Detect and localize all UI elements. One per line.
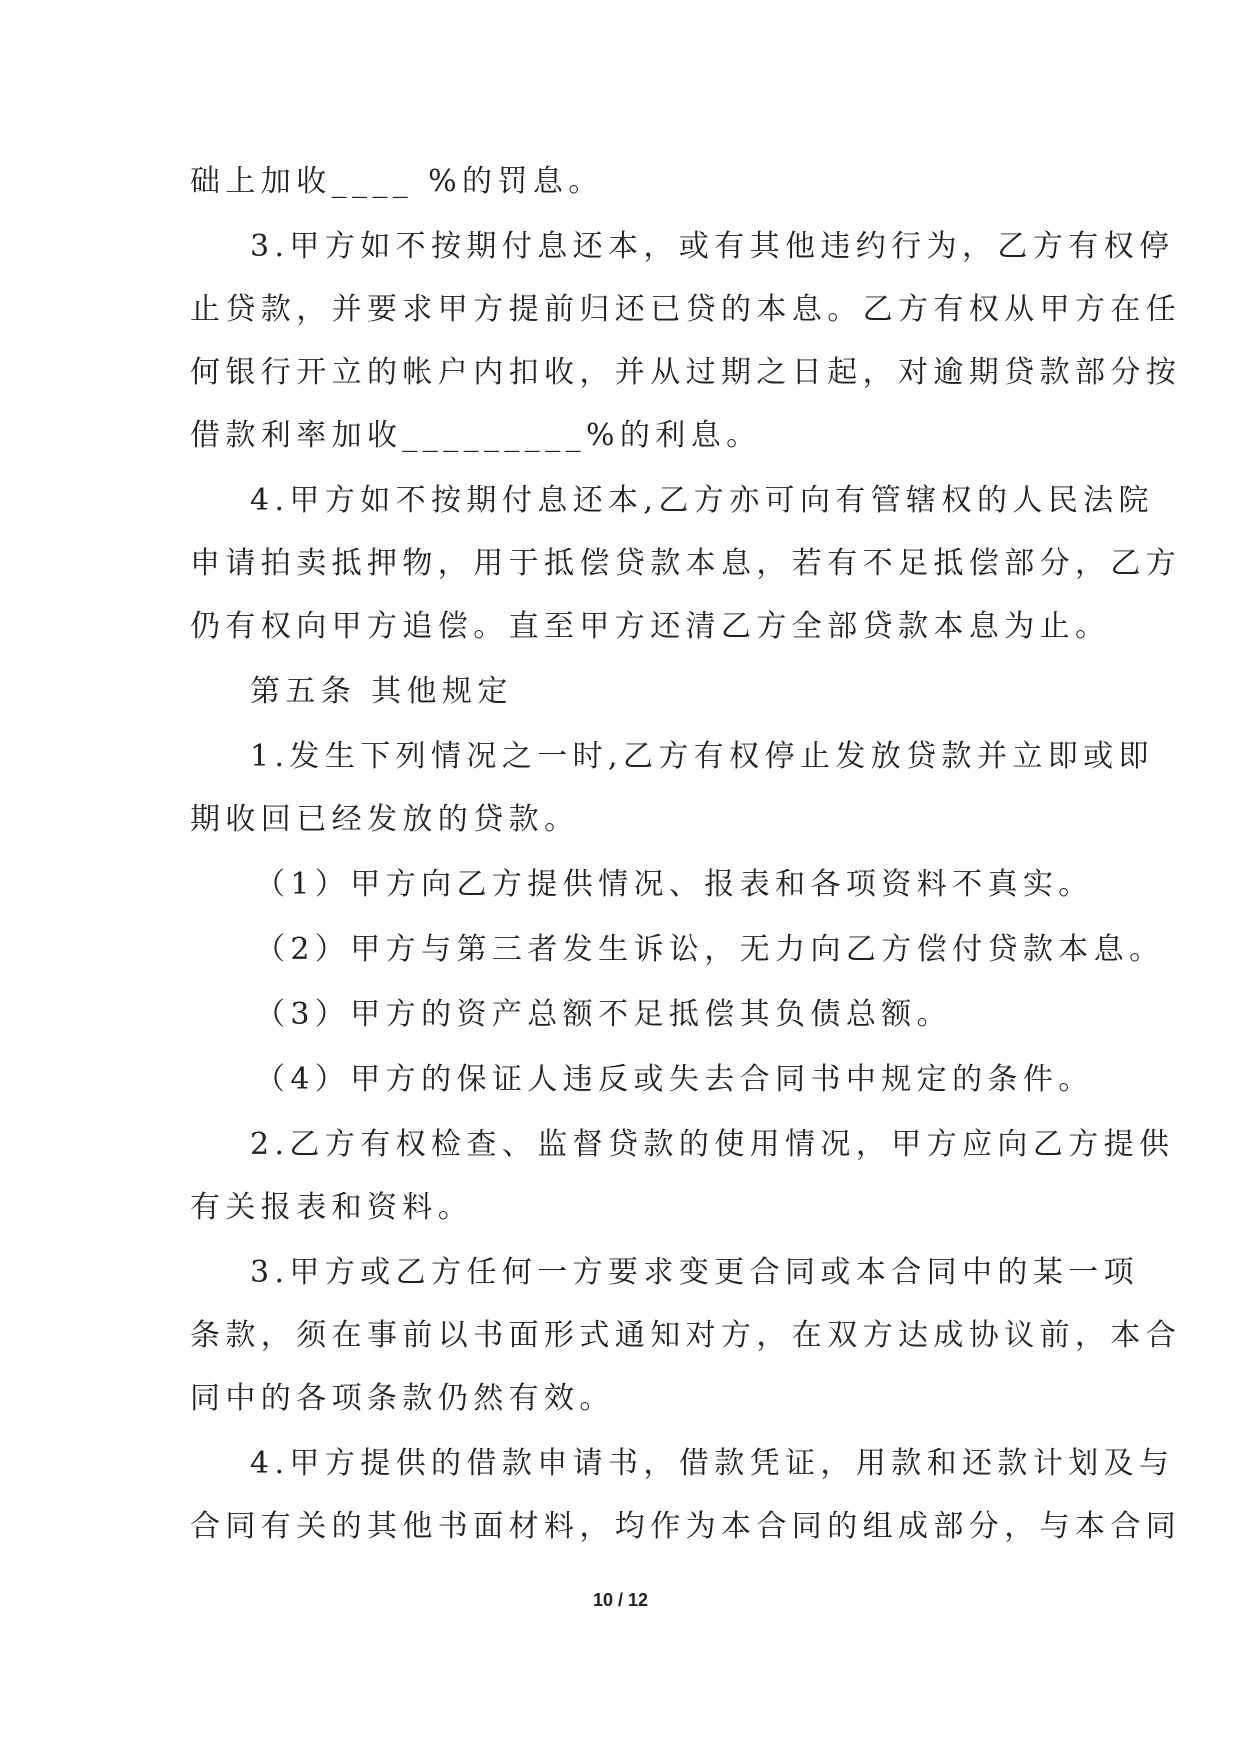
page-number: 10 / 12 — [592, 1590, 649, 1610]
paragraph-article-5-item-1 — [190, 725, 1154, 851]
text-line: 申请拍卖抵押物，用于抵偿贷款本息，若有不足抵偿部分，乙方 — [190, 546, 1182, 581]
list-item-3 — [190, 983, 1052, 1046]
text-line: （2）甲方与第三者发生诉讼，无力向乙方偿付贷款本息。 — [255, 932, 1165, 967]
list-item-1 — [190, 853, 1094, 916]
paragraph-clause-4-auction — [190, 469, 1182, 658]
text-line: 合同有关的其他书面材料，均作为本合同的组成部分，与本合同 — [190, 1509, 1182, 1544]
text-line: 止贷款，并要求甲方提前归还已贷的本息。乙方有权从甲方在任 — [190, 292, 1182, 327]
paragraph-clause-3-default — [190, 215, 1182, 467]
text-line: 何银行开立的帐户内扣收，并从过期之日起，对逾期贷款部分按 — [190, 355, 1182, 390]
text-line: 4.甲方如不按期付息还本,乙方亦可向有管辖权的人民法院 — [250, 483, 1154, 518]
document-body — [190, 150, 1182, 1560]
text-line: （1）甲方向乙方提供情况、报表和各项资料不真实。 — [255, 867, 1094, 902]
text-line: 3.甲方或乙方任何一方要求变更合同或本合同中的某一项 — [250, 1255, 1140, 1290]
section-heading-article-5 — [190, 660, 1052, 723]
text-line: 仍有权向甲方追偿。直至甲方还清乙方全部贷款本息为止。 — [190, 609, 1111, 644]
list-item-2 — [190, 918, 1165, 981]
text-line: 础上加收____ %的罚息。 — [190, 164, 604, 199]
paragraph-article-5-item-4 — [190, 1432, 1182, 1558]
text-line: 借款利率加收_________%的利息。 — [190, 418, 762, 453]
text-line: 条款，须在事前以书面形式通知对方，在双方达成协议前，本合 — [190, 1318, 1182, 1353]
text-line: 1.发生下列情况之一时,乙方有权停止发放贷款并立即或即 — [250, 739, 1154, 774]
text-line: （3）甲方的资产总额不足抵偿其负债总额。 — [255, 997, 953, 1032]
list-item-4 — [190, 1048, 1094, 1111]
text-line: 同中的各项条款仍然有效。 — [190, 1381, 615, 1416]
paragraph-article-5-item-3 — [190, 1241, 1182, 1430]
text-line: 4.甲方提供的借款申请书，借款凭证，用款和还款计划及与 — [250, 1446, 1175, 1481]
text-line: （4）甲方的保证人违反或失去合同书中规定的条件。 — [255, 1062, 1094, 1097]
paragraph-article-5-item-2 — [190, 1113, 1175, 1239]
text-line: 3.甲方如不按期付息还本，或有其他违约行为，乙方有权停 — [250, 229, 1175, 264]
paragraph-penalty-rate — [190, 150, 1052, 213]
text-line: 2.乙方有权检查、监督贷款的使用情况，甲方应向乙方提供 — [250, 1127, 1175, 1162]
text-line: 期收回已经发放的贷款。 — [190, 802, 580, 837]
text-line: 第五条 其他规定 — [250, 674, 513, 709]
text-line: 有关报表和资料。 — [190, 1190, 474, 1225]
